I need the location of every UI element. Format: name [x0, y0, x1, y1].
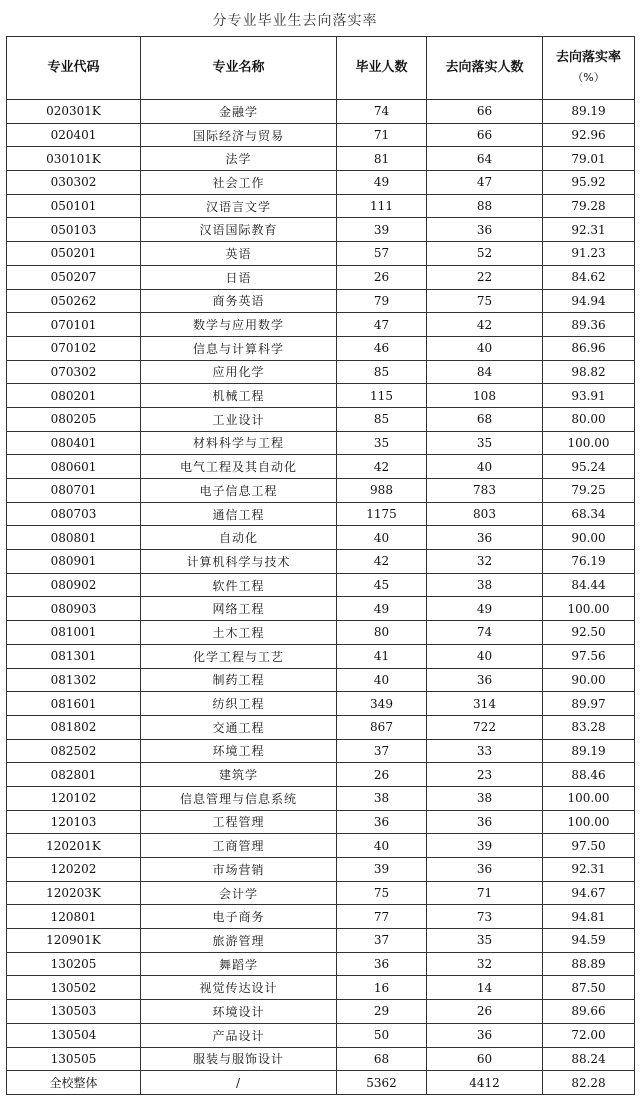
cell-rate: 100.00: [543, 810, 635, 834]
cell-graduates: 16: [337, 976, 427, 1000]
cell-major-code: 081302: [7, 668, 141, 692]
cell-major-code: 030101K: [7, 147, 141, 171]
cell-rate: 88.24: [543, 1047, 635, 1071]
table-total-row: [7, 1071, 635, 1095]
cell-placed: 74: [427, 621, 543, 645]
cell-rate: 89.19: [543, 100, 635, 124]
cell-graduates: 45: [337, 573, 427, 597]
cell-major-code: 120801: [7, 905, 141, 929]
table-row: [7, 526, 635, 550]
cell-rate: 92.50: [543, 621, 635, 645]
cell-rate: 95.92: [543, 171, 635, 195]
cell-major-name: 英语: [141, 242, 337, 266]
cell-rate: 92.96: [543, 123, 635, 147]
cell-placed: 40: [427, 336, 543, 360]
cell-major-code: 130505: [7, 1047, 141, 1071]
cell-major-code: 120201K: [7, 834, 141, 858]
table-title: 分专业毕业生去向落实率: [212, 13, 378, 29]
cell-major-name: 自动化: [141, 526, 337, 550]
cell-placed: 35: [427, 431, 543, 455]
cell-placed: 39: [427, 834, 543, 858]
cell-major-code: 082801: [7, 763, 141, 787]
cell-major-code: 080703: [7, 502, 141, 526]
cell-major-code: 080201: [7, 384, 141, 408]
table-row: [7, 692, 635, 716]
cell-rate: 97.50: [543, 834, 635, 858]
cell-major-code: 080701: [7, 479, 141, 503]
cell-graduates: 5362: [337, 1071, 427, 1095]
cell-placed: 36: [427, 810, 543, 834]
cell-rate: 76.19: [543, 550, 635, 574]
table-row: [7, 194, 635, 218]
cell-major-code: 020301K: [7, 100, 141, 124]
cell-major-code: 120202: [7, 858, 141, 882]
cell-major-name: 机械工程: [141, 384, 337, 408]
cell-placed: 68: [427, 407, 543, 431]
table-row: [7, 929, 635, 953]
cell-rate: 89.19: [543, 739, 635, 763]
cell-rate: 88.89: [543, 952, 635, 976]
table-row: [7, 431, 635, 455]
cell-graduates: 79: [337, 289, 427, 313]
cell-rate: 94.67: [543, 881, 635, 905]
cell-rate: 89.97: [543, 692, 635, 716]
table-row: [7, 147, 635, 171]
cell-rate: 98.82: [543, 360, 635, 384]
cell-graduates: 49: [337, 597, 427, 621]
cell-rate: 79.01: [543, 147, 635, 171]
cell-placed: 26: [427, 1000, 543, 1024]
cell-major-code: 081802: [7, 715, 141, 739]
header-major-code: 专业代码: [7, 37, 141, 100]
cell-graduates: 349: [337, 692, 427, 716]
cell-placed: 42: [427, 313, 543, 337]
cell-graduates: 36: [337, 952, 427, 976]
cell-major-name: 土木工程: [141, 621, 337, 645]
cell-placed: 66: [427, 123, 543, 147]
cell-graduates: 40: [337, 526, 427, 550]
cell-major-name: 社会工作: [141, 171, 337, 195]
cell-rate: 89.66: [543, 1000, 635, 1024]
cell-major-name: 交通工程: [141, 715, 337, 739]
cell-major-code: 130502: [7, 976, 141, 1000]
table-row: [7, 952, 635, 976]
cell-graduates: 42: [337, 455, 427, 479]
table-row: [7, 644, 635, 668]
table-header-row: [7, 37, 635, 100]
cell-major-name: 数学与应用数学: [141, 313, 337, 337]
header-rate-label: 去向落实率: [555, 50, 621, 65]
placement-rate-table: [6, 36, 635, 1095]
cell-placed: 23: [427, 763, 543, 787]
cell-rate: 79.25: [543, 479, 635, 503]
cell-rate: 93.91: [543, 384, 635, 408]
cell-major-name: 材料科学与工程: [141, 431, 337, 455]
cell-major-name: 产品设计: [141, 1023, 337, 1047]
cell-major-name: 化学工程与工艺: [141, 644, 337, 668]
cell-major-name: 电气工程及其自动化: [141, 455, 337, 479]
cell-placed: 14: [427, 976, 543, 1000]
cell-major-name: 网络工程: [141, 597, 337, 621]
cell-major-code: 120102: [7, 786, 141, 810]
cell-major-code: 081301: [7, 644, 141, 668]
cell-major-code: 050262: [7, 289, 141, 313]
cell-placed: 803: [427, 502, 543, 526]
cell-major-code: 120203K: [7, 881, 141, 905]
cell-graduates: 80: [337, 621, 427, 645]
table-body: [7, 100, 635, 1095]
cell-rate: 94.81: [543, 905, 635, 929]
cell-graduates: 42: [337, 550, 427, 574]
cell-major-name: 会计学: [141, 881, 337, 905]
cell-graduates: 988: [337, 479, 427, 503]
cell-major-name: 电子信息工程: [141, 479, 337, 503]
cell-major-name: /: [141, 1071, 337, 1095]
cell-graduates: 39: [337, 858, 427, 882]
cell-placed: 75: [427, 289, 543, 313]
cell-graduates: 75: [337, 881, 427, 905]
cell-rate: 92.31: [543, 858, 635, 882]
cell-major-code: 082502: [7, 739, 141, 763]
cell-rate: 92.31: [543, 218, 635, 242]
cell-major-code: 080205: [7, 407, 141, 431]
table-row: [7, 313, 635, 337]
cell-graduates: 47: [337, 313, 427, 337]
cell-rate: 82.28: [543, 1071, 635, 1095]
cell-graduates: 81: [337, 147, 427, 171]
cell-major-code: 080903: [7, 597, 141, 621]
cell-placed: 84: [427, 360, 543, 384]
cell-rate: 68.34: [543, 502, 635, 526]
cell-placed: 36: [427, 1023, 543, 1047]
cell-placed: 64: [427, 147, 543, 171]
cell-rate: 88.46: [543, 763, 635, 787]
table-row: [7, 976, 635, 1000]
cell-major-name: 舞蹈学: [141, 952, 337, 976]
cell-placed: 108: [427, 384, 543, 408]
cell-major-code: 050201: [7, 242, 141, 266]
cell-placed: 66: [427, 100, 543, 124]
cell-rate: 90.00: [543, 668, 635, 692]
table-row: [7, 668, 635, 692]
cell-major-code: 全校整体: [7, 1071, 141, 1095]
cell-graduates: 41: [337, 644, 427, 668]
table-row: [7, 715, 635, 739]
cell-major-name: 信息与计算科学: [141, 336, 337, 360]
table-row: [7, 218, 635, 242]
cell-placed: 783: [427, 479, 543, 503]
cell-major-name: 环境工程: [141, 739, 337, 763]
cell-major-code: 080601: [7, 455, 141, 479]
table-row: [7, 905, 635, 929]
cell-major-code: 080401: [7, 431, 141, 455]
cell-major-name: 建筑学: [141, 763, 337, 787]
cell-graduates: 867: [337, 715, 427, 739]
table-row: [7, 550, 635, 574]
table-row: [7, 858, 635, 882]
cell-major-code: 120103: [7, 810, 141, 834]
cell-rate: 72.00: [543, 1023, 635, 1047]
cell-major-name: 电子商务: [141, 905, 337, 929]
cell-major-name: 市场营销: [141, 858, 337, 882]
cell-placed: 40: [427, 455, 543, 479]
cell-placed: 36: [427, 668, 543, 692]
cell-major-name: 制药工程: [141, 668, 337, 692]
cell-major-name: 工商管理: [141, 834, 337, 858]
table-row: [7, 834, 635, 858]
cell-major-code: 050207: [7, 265, 141, 289]
cell-major-name: 金融学: [141, 100, 337, 124]
cell-major-name: 应用化学: [141, 360, 337, 384]
cell-rate: 79.28: [543, 194, 635, 218]
cell-graduates: 50: [337, 1023, 427, 1047]
cell-rate: 84.62: [543, 265, 635, 289]
cell-major-code: 070302: [7, 360, 141, 384]
table-row: [7, 786, 635, 810]
table-row: [7, 455, 635, 479]
table-row: [7, 1023, 635, 1047]
cell-placed: 36: [427, 858, 543, 882]
table-row: [7, 597, 635, 621]
cell-major-code: 120901K: [7, 929, 141, 953]
cell-placed: 32: [427, 550, 543, 574]
cell-graduates: 74: [337, 100, 427, 124]
header-rate: [543, 37, 635, 100]
cell-placed: 52: [427, 242, 543, 266]
cell-rate: 91.23: [543, 242, 635, 266]
cell-graduates: 40: [337, 834, 427, 858]
cell-major-name: 服装与服饰设计: [141, 1047, 337, 1071]
cell-placed: 38: [427, 573, 543, 597]
cell-rate: 80.00: [543, 407, 635, 431]
cell-placed: 22: [427, 265, 543, 289]
cell-rate: 95.24: [543, 455, 635, 479]
cell-graduates: 39: [337, 218, 427, 242]
cell-graduates: 37: [337, 739, 427, 763]
header-placed: 去向落实人数: [427, 37, 543, 100]
cell-graduates: 77: [337, 905, 427, 929]
cell-placed: 47: [427, 171, 543, 195]
table-row: [7, 479, 635, 503]
cell-major-name: 环境设计: [141, 1000, 337, 1024]
table-row: [7, 881, 635, 905]
cell-graduates: 57: [337, 242, 427, 266]
cell-placed: 4412: [427, 1071, 543, 1095]
cell-major-name: 通信工程: [141, 502, 337, 526]
cell-rate: 94.94: [543, 289, 635, 313]
cell-graduates: 36: [337, 810, 427, 834]
cell-major-code: 050101: [7, 194, 141, 218]
cell-rate: 100.00: [543, 431, 635, 455]
cell-graduates: 40: [337, 668, 427, 692]
cell-major-name: 日语: [141, 265, 337, 289]
cell-major-code: 070102: [7, 336, 141, 360]
cell-placed: 722: [427, 715, 543, 739]
cell-major-name: 旅游管理: [141, 929, 337, 953]
table-row: [7, 739, 635, 763]
cell-rate: 84.44: [543, 573, 635, 597]
table-row: [7, 265, 635, 289]
cell-graduates: 29: [337, 1000, 427, 1024]
cell-placed: 73: [427, 905, 543, 929]
cell-graduates: 35: [337, 431, 427, 455]
cell-placed: 36: [427, 218, 543, 242]
cell-placed: 40: [427, 644, 543, 668]
cell-major-name: 计算机科学与技术: [141, 550, 337, 574]
cell-placed: 60: [427, 1047, 543, 1071]
cell-placed: 33: [427, 739, 543, 763]
header-rate-unit: （%）: [572, 71, 605, 84]
cell-major-name: 汉语言文学: [141, 194, 337, 218]
cell-major-name: 国际经济与贸易: [141, 123, 337, 147]
cell-major-name: 法学: [141, 147, 337, 171]
cell-rate: 89.36: [543, 313, 635, 337]
header-graduates: 毕业人数: [337, 37, 427, 100]
cell-graduates: 49: [337, 171, 427, 195]
cell-graduates: 85: [337, 360, 427, 384]
cell-placed: 49: [427, 597, 543, 621]
cell-major-name: 汉语国际教育: [141, 218, 337, 242]
cell-major-code: 081601: [7, 692, 141, 716]
cell-major-name: 商务英语: [141, 289, 337, 313]
header-major-name: 专业名称: [141, 37, 337, 100]
cell-graduates: 37: [337, 929, 427, 953]
cell-rate: 94.59: [543, 929, 635, 953]
cell-placed: 35: [427, 929, 543, 953]
cell-major-name: 工业设计: [141, 407, 337, 431]
cell-major-code: 070101: [7, 313, 141, 337]
cell-major-name: 视觉传达设计: [141, 976, 337, 1000]
table-row: [7, 384, 635, 408]
table-row: [7, 242, 635, 266]
table-row: [7, 171, 635, 195]
table-row: [7, 407, 635, 431]
cell-rate: 90.00: [543, 526, 635, 550]
cell-major-code: 080801: [7, 526, 141, 550]
cell-graduates: 111: [337, 194, 427, 218]
table-row: [7, 502, 635, 526]
cell-major-name: 信息管理与信息系统: [141, 786, 337, 810]
cell-major-code: 020401: [7, 123, 141, 147]
table-row: [7, 763, 635, 787]
cell-rate: 83.28: [543, 715, 635, 739]
cell-graduates: 26: [337, 763, 427, 787]
table-row: [7, 573, 635, 597]
table-row: [7, 123, 635, 147]
cell-major-code: 080901: [7, 550, 141, 574]
cell-rate: 86.96: [543, 336, 635, 360]
table-row: [7, 360, 635, 384]
cell-major-code: 081001: [7, 621, 141, 645]
cell-placed: 36: [427, 526, 543, 550]
cell-placed: 38: [427, 786, 543, 810]
table-row: [7, 1000, 635, 1024]
cell-major-code: 130504: [7, 1023, 141, 1047]
table-row: [7, 289, 635, 313]
cell-major-code: 030302: [7, 171, 141, 195]
cell-rate: 87.50: [543, 976, 635, 1000]
cell-graduates: 85: [337, 407, 427, 431]
cell-graduates: 1175: [337, 502, 427, 526]
cell-major-name: 软件工程: [141, 573, 337, 597]
table-row: [7, 1047, 635, 1071]
cell-rate: 100.00: [543, 597, 635, 621]
table-row: [7, 621, 635, 645]
table-row: [7, 810, 635, 834]
cell-major-name: 工程管理: [141, 810, 337, 834]
cell-major-name: 纺织工程: [141, 692, 337, 716]
cell-major-code: 130503: [7, 1000, 141, 1024]
cell-placed: 314: [427, 692, 543, 716]
cell-placed: 71: [427, 881, 543, 905]
cell-graduates: 68: [337, 1047, 427, 1071]
cell-rate: 97.56: [543, 644, 635, 668]
cell-placed: 88: [427, 194, 543, 218]
cell-graduates: 71: [337, 123, 427, 147]
cell-major-code: 050103: [7, 218, 141, 242]
cell-graduates: 46: [337, 336, 427, 360]
cell-major-code: 080902: [7, 573, 141, 597]
cell-major-code: 130205: [7, 952, 141, 976]
cell-graduates: 115: [337, 384, 427, 408]
table-row: [7, 100, 635, 124]
cell-placed: 32: [427, 952, 543, 976]
cell-graduates: 38: [337, 786, 427, 810]
table-row: [7, 336, 635, 360]
cell-graduates: 26: [337, 265, 427, 289]
cell-rate: 100.00: [543, 786, 635, 810]
